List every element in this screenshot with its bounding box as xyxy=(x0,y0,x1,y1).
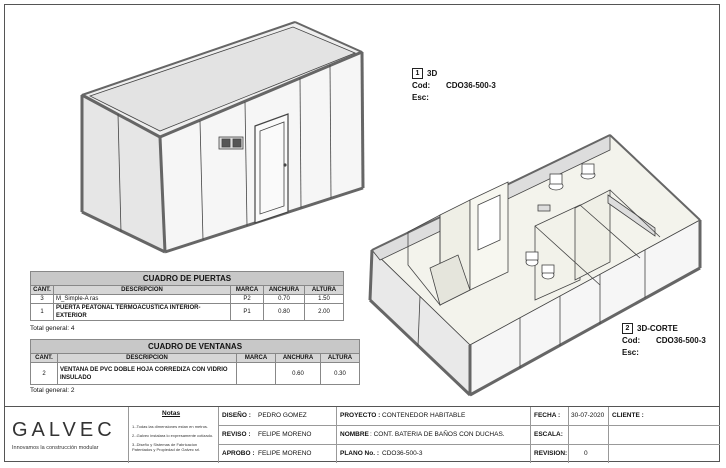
table-row xyxy=(31,363,360,385)
divider xyxy=(218,425,720,426)
container-3d-view xyxy=(82,22,363,252)
fecha-value: 30-07-2020 xyxy=(571,412,605,419)
view-number: 2 xyxy=(622,323,633,334)
cell-desc: M_Simple-A ras xyxy=(54,295,231,304)
col-header: DESCRIPCION xyxy=(54,286,231,295)
divider xyxy=(218,444,720,445)
aprobo-value: FELIPE MORENO xyxy=(258,450,312,457)
windows-title: CUADRO DE VENTANAS xyxy=(31,340,360,354)
aprobo-label: APROBO : xyxy=(222,450,255,457)
col-header: CANT. xyxy=(31,286,54,295)
windows-schedule xyxy=(30,339,360,385)
col-header: MARCA xyxy=(237,354,276,363)
cod-label: Cod: xyxy=(412,81,431,90)
divider xyxy=(336,407,337,463)
divider xyxy=(568,407,569,463)
cell-cant: 1 xyxy=(31,304,54,321)
proyecto-value: CONTENEDOR HABITABLE xyxy=(382,412,466,419)
col-header: CANT. xyxy=(31,354,58,363)
col-header: ALTURA xyxy=(321,354,360,363)
nombre-label: NOMBRE xyxy=(340,431,369,438)
divider xyxy=(218,407,219,463)
cell-cant: 2 xyxy=(31,363,58,385)
col-header: MARCA xyxy=(231,286,264,295)
reviso-label: REVISO : xyxy=(222,431,251,438)
doors-total: Total general: 4 xyxy=(30,325,75,332)
esc-label: Esc: xyxy=(412,93,429,102)
diseno-label: DISEÑO : xyxy=(222,412,251,419)
company-logo: GALVEC xyxy=(12,419,116,441)
divider xyxy=(608,407,609,463)
view-label-3d xyxy=(412,68,496,104)
cell-anchura: 0.60 xyxy=(276,363,321,385)
company-slogan: Innovamos la construcción modular xyxy=(12,445,99,451)
cod-value: CDO36-500-3 xyxy=(446,81,496,90)
cell-cant: 3 xyxy=(31,295,54,304)
cell-altura: 2.00 xyxy=(305,304,344,321)
cell-altura: 1.50 xyxy=(305,295,344,304)
cell-marca: P2 xyxy=(231,295,264,304)
plano-label: PLANO No. : xyxy=(340,450,379,457)
cell-anchura: 0.70 xyxy=(264,295,305,304)
view-number: 1 xyxy=(412,68,423,79)
reviso-value: FELIPE MORENO xyxy=(258,431,312,438)
revision-label: REVISION: xyxy=(534,450,568,457)
cell-altura: 0.30 xyxy=(321,363,360,385)
fecha-label: FECHA : xyxy=(534,412,561,419)
esc-label: Esc: xyxy=(622,348,639,357)
title-block xyxy=(4,406,720,463)
table-row xyxy=(31,304,344,321)
cell-anchura: 0.80 xyxy=(264,304,305,321)
divider xyxy=(128,407,129,463)
col-header: DESCRIPCION xyxy=(58,354,237,363)
col-header: ALTURA xyxy=(305,286,344,295)
cell-marca xyxy=(237,363,276,385)
view-name: 3D xyxy=(427,69,438,78)
doors-schedule xyxy=(30,271,344,321)
view-label-corte xyxy=(622,323,706,359)
revision-value: 0 xyxy=(584,450,588,457)
cliente-label: CLIENTE : xyxy=(612,412,644,419)
doors-title: CUADRO DE PUERTAS xyxy=(31,272,344,286)
proyecto-label: PROYECTO : xyxy=(340,412,381,419)
windows-total: Total general: 2 xyxy=(30,387,75,394)
note-1: 1.-Todas las dimensiones estan en metros. xyxy=(132,424,209,429)
view-name: 3D-CORTE xyxy=(637,324,678,333)
nombre-value: : CONT. BATERIA DE BAÑOS CON DUCHAS. xyxy=(370,431,505,438)
cod-label: Cod: xyxy=(622,336,641,345)
cell-desc: VENTANA DE PVC DOBLE HOJA CORREDIZA CON VIDRIO INSULADO xyxy=(58,363,237,385)
escala-label: ESCALA: xyxy=(534,431,563,438)
note-3: 3.-Diseño y Sistemas de Fabricacion Patentados y Propiedad de Galvec srl. xyxy=(132,442,201,452)
notes-title: Notas xyxy=(162,410,181,417)
table-row xyxy=(31,295,344,304)
col-header: ANCHURA xyxy=(264,286,305,295)
plano-value: CDO36-500-3 xyxy=(382,450,423,457)
note-2: 2.-Galvec instalara lo expresamente cotizado. xyxy=(132,433,214,438)
cod-value: CDO36-500-3 xyxy=(656,336,706,345)
col-header: ANCHURA xyxy=(276,354,321,363)
cell-desc: PUERTA PEATONAL TERMOACUSTICA INTERIOR-EXTERIOR xyxy=(54,304,231,321)
divider xyxy=(530,407,531,463)
diseno-value: PEDRO GOMEZ xyxy=(258,412,307,419)
cell-marca: P1 xyxy=(231,304,264,321)
